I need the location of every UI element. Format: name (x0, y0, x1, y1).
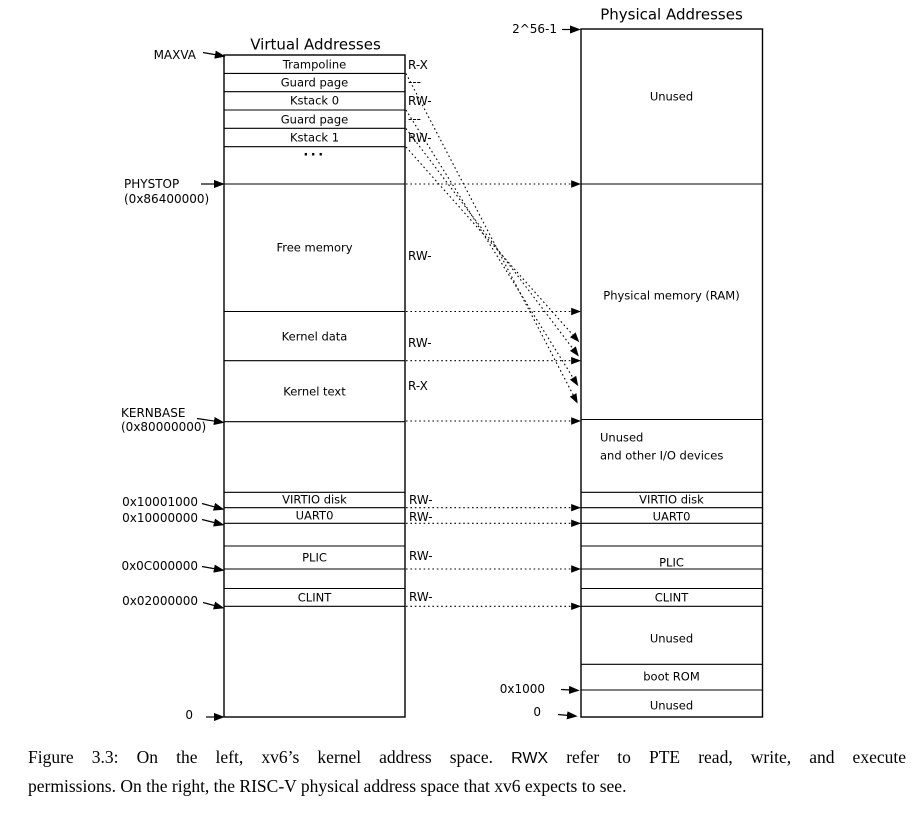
segment-kernel-text: Kernel text (283, 383, 346, 398)
axis-virtual-zero: 0 (185, 708, 193, 722)
perm-plic: RW- (409, 549, 433, 563)
physical-box (581, 29, 763, 717)
phys-clint: CLINT (654, 589, 689, 604)
physical-box-outline (581, 29, 763, 717)
perm-guard-1: --- (408, 75, 421, 89)
segment-uart0: UART0 (295, 507, 334, 522)
axis-0x10000000: 0x10000000 (122, 510, 198, 525)
perm-kernel-text: R-X (408, 378, 428, 393)
segment-kernel-data: Kernel data (281, 329, 348, 344)
axis-physical-zero: 0 (533, 704, 541, 719)
segment-free-memory: Free memory (276, 239, 353, 254)
segment-ellipsis: ... (303, 144, 326, 160)
perm-guard-2: --- (408, 112, 421, 126)
axis-0x10001000: 0x10001000 (122, 494, 198, 509)
axis-label-arrows (197, 30, 572, 718)
axis-0x1000: 0x1000 (499, 681, 545, 696)
caption-line1-pre: Figure 3.3: On the left, xv6’s kernel address space. (28, 747, 512, 767)
physical-column-title: Physical Addresses (600, 5, 743, 23)
phys-unused-bottom: Unused (649, 697, 694, 712)
segment-kstack-1: Kstack 1 (289, 129, 340, 144)
segment-trampoline: Trampoline (282, 56, 347, 71)
caption-line-1 (28, 744, 906, 773)
caption-line-2: permissions. On the right, the RISC-V physical address space that xv6 expects to see. (28, 775, 627, 796)
axis-phystop: PHYSTOP (124, 177, 180, 191)
phys-unused-top: Unused (649, 89, 694, 104)
phys-unused-io-2: and other I/O devices (600, 448, 724, 463)
segment-clint: CLINT (297, 589, 332, 604)
axis-phystop-hex: (0x86400000) (124, 191, 210, 206)
phys-uart0: UART0 (652, 508, 691, 523)
figure-caption (28, 744, 906, 800)
segment-guard-page-2: Guard page (280, 111, 349, 126)
perm-free-memory: RW- (408, 248, 432, 263)
segment-virtio-disk: VIRTIO disk (282, 491, 347, 506)
perm-trampoline: R-X (408, 57, 428, 72)
axis-0x02000000: 0x02000000 (122, 593, 198, 608)
axis-kernbase-hex: (0x80000000) (121, 420, 207, 434)
caption-rwx: RWX (511, 750, 549, 767)
perm-kernel-data: RW- (408, 335, 432, 350)
phys-boot-rom: boot ROM (643, 669, 700, 684)
perm-kstack-0: RW- (408, 94, 432, 108)
phys-ram: Physical memory (RAM) (603, 288, 740, 303)
phys-unused-mid: Unused (649, 630, 694, 645)
direct-mapping-arrows (406, 184, 573, 606)
perm-kstack-1: RW- (408, 130, 432, 145)
phys-plic: PLIC (659, 555, 684, 570)
axis-2pow56: 2^56-1 (512, 21, 557, 36)
segment-plic: PLIC (302, 550, 327, 565)
axis-maxva: MAXVA (153, 48, 196, 62)
virtual-column-title: Virtual Addresses (250, 35, 381, 54)
phys-unused-io-1: Unused (600, 429, 644, 444)
axis-kernbase: KERNBASE (121, 406, 186, 420)
perm-uart0: RW- (409, 510, 433, 524)
perm-clint: RW- (409, 590, 433, 604)
phys-virtio-disk: VIRTIO disk (639, 492, 704, 507)
perm-virtio-disk: RW- (409, 493, 433, 507)
segment-kstack-0: Kstack 0 (289, 93, 340, 108)
segment-guard-page-1: Guard page (280, 74, 349, 89)
caption-line1-post: refer to PTE read, write, and execute (548, 747, 906, 767)
axis-0x0c000000: 0x0C000000 (121, 559, 198, 573)
